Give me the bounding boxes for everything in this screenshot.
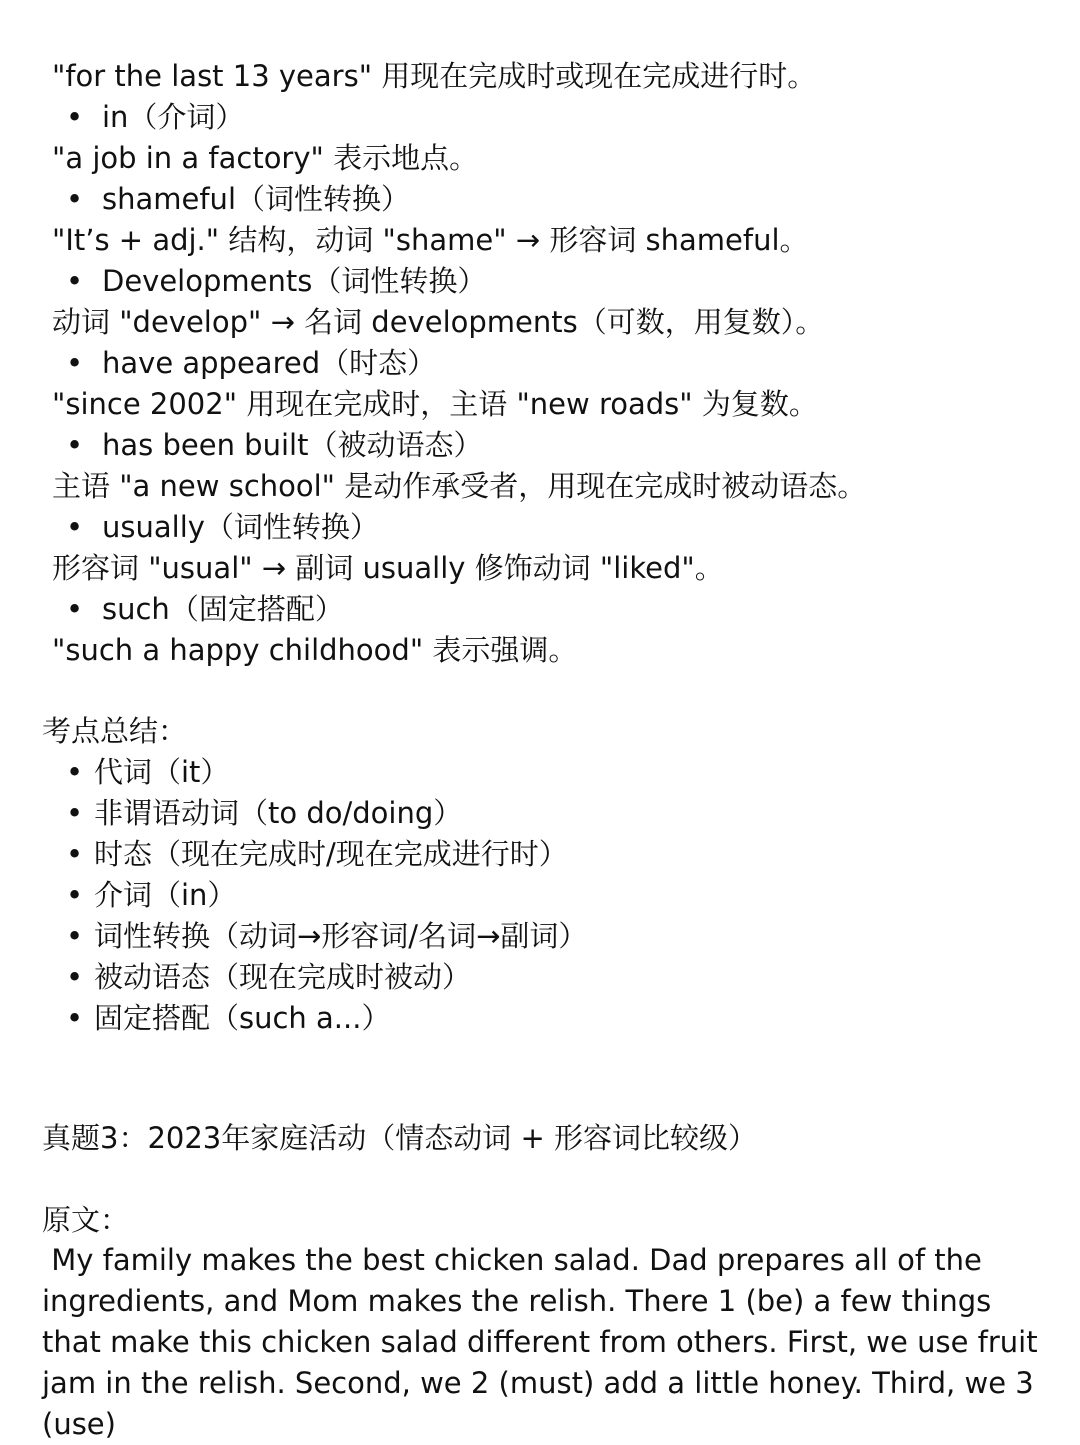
summary-item-text: 代词（it） [94, 755, 230, 789]
bullet-line [66, 179, 410, 220]
bullet-line [66, 507, 379, 548]
bullet-text: usually（词性转换） [102, 510, 379, 544]
note-line: "It’s + adj." 结构，动词 "shame" → 形容词 shameful。 [52, 223, 809, 257]
bullet-dot: • [66, 182, 84, 216]
bullet-text: Developments（词性转换） [102, 264, 487, 298]
bullet-line [66, 589, 344, 630]
bullet-line [66, 261, 486, 302]
bullet-dot: • [66, 919, 84, 953]
bullet-dot: • [66, 100, 84, 134]
bullet-text: have appeared（时态） [102, 346, 437, 380]
bullet-dot: • [66, 592, 84, 626]
original-paragraph-text: My family makes the best chicken salad. Dad prepares all of the ingredients, and Mom makes the relish. There 1 (be) a few things that make this chicken salad different from others. First, we use fruit jam in the relish. Second, we 2 (must) add a little honey. Third, we 3 (use) [42, 1243, 1038, 1441]
note-line: 形容词 "usual" → 副词 usually 修饰动词 "liked"。 [52, 551, 724, 585]
bullet-text: in（介词） [102, 100, 245, 134]
summary-item [66, 957, 471, 998]
bullet-line [66, 97, 244, 138]
summary-item-text: 词性转换（动词→形容词/名词→副词） [94, 919, 588, 953]
summary-item [66, 793, 462, 834]
note-line: "such a happy childhood" 表示强调。 [52, 633, 578, 667]
bullet-dot: • [66, 264, 84, 298]
bullet-dot: • [66, 796, 84, 830]
bullet-text: has been built（被动语态） [102, 428, 483, 462]
bullet-dot: • [66, 960, 84, 994]
summary-item-text: 被动语态（现在完成时被动） [94, 960, 472, 994]
original-paragraph [42, 1240, 1042, 1445]
note-line: "a job in a factory" 表示地点。 [52, 141, 479, 175]
summary-item [66, 998, 390, 1039]
summary-item-text: 固定搭配（such a...） [94, 1001, 391, 1035]
bullet-dot: • [66, 510, 84, 544]
bullet-dot: • [66, 346, 84, 380]
note-line: 动词 "develop" → 名词 developments（可数，用复数）。 [52, 305, 825, 339]
note-line: "since 2002" 用现在完成时，主语 "new roads" 为复数。 [52, 387, 818, 421]
bullet-dot: • [66, 837, 84, 871]
section-title: 真题3：2023年家庭活动（情态动词 + 形容词比较级） [42, 1121, 757, 1155]
bullet-text: shameful（词性转换） [102, 182, 410, 216]
summary-item [66, 834, 568, 875]
bullet-line [66, 425, 482, 466]
bullet-dot: • [66, 1001, 84, 1035]
summary-item [66, 875, 236, 916]
summary-item [66, 752, 229, 793]
bullet-dot: • [66, 878, 84, 912]
original-text-label: 原文： [42, 1203, 130, 1237]
summary-item-text: 非谓语动词（to do/doing） [94, 796, 463, 830]
summary-heading: 考点总结： [42, 714, 188, 748]
summary-item [66, 916, 587, 957]
summary-item-text: 介词（in） [94, 878, 237, 912]
bullet-dot: • [66, 428, 84, 462]
note-line: 主语 "a new school" 是动作承受者，用现在完成时被动语态。 [52, 469, 867, 503]
bullet-dot: • [66, 755, 84, 789]
bullet-text: such（固定搭配） [102, 592, 344, 626]
bullet-line [66, 343, 436, 384]
note-line: "for the last 13 years" 用现在完成时或现在完成进行时。 [52, 59, 817, 93]
summary-item-text: 时态（现在完成时/现在完成进行时） [94, 837, 568, 871]
